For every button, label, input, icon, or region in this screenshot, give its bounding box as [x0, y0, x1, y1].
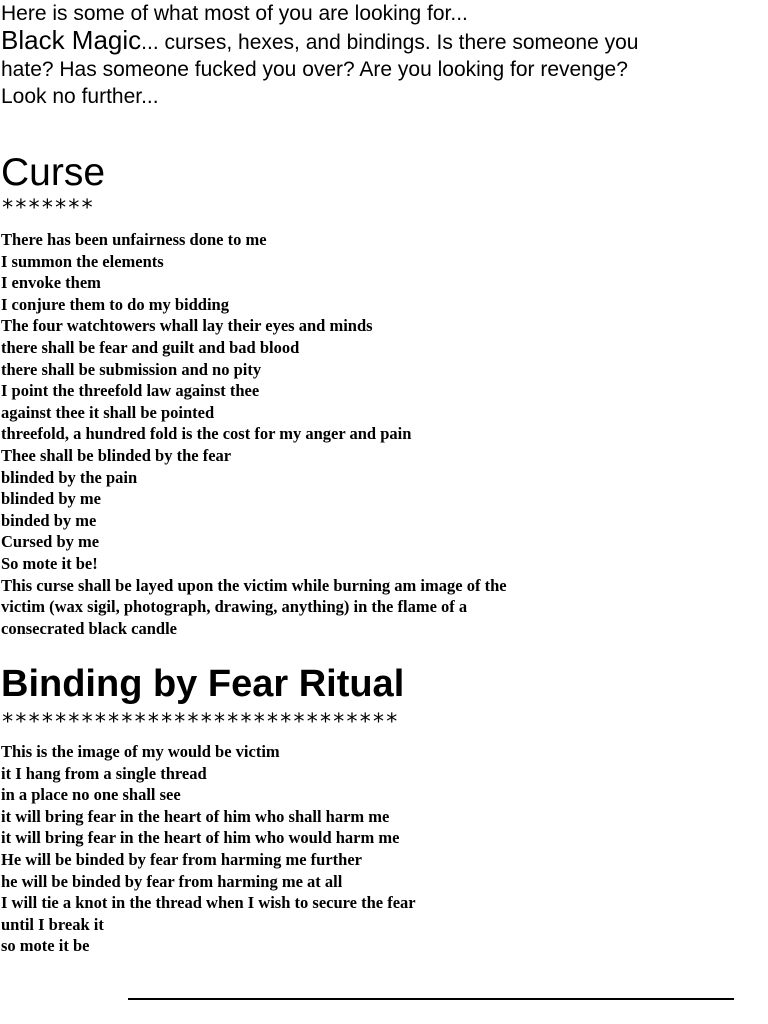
curse-line: I point the threefold law against thee	[1, 381, 260, 401]
intro-line-1: Here is some of what most of you are looking for...	[1, 2, 468, 25]
curse-line: There has been unfairness done to me	[1, 230, 267, 249]
intro-line-2	[1, 27, 751, 56]
curse-heading: Curse	[1, 151, 106, 194]
intro-line-3: hate? Has someone fucked you over? Are you looking for revenge?	[1, 58, 628, 81]
binding-stars-divider: ******************************	[1, 710, 399, 735]
curse-line: victim (wax sigil, photograph, drawing, anything) in the flame of a	[1, 597, 468, 617]
curse-line: I envoke them	[1, 273, 101, 293]
curse-line: So mote it be!	[1, 553, 98, 573]
binding-line: I will tie a knot in the thread when I wish to secure the fear	[1, 893, 416, 913]
curse-line: The four watchtowers whall lay their eyes and minds	[1, 316, 373, 336]
binding-text	[1, 741, 761, 957]
curse-line: blinded by the pain	[1, 467, 138, 487]
binding-line: it will bring fear in the heart of him who would harm me	[1, 828, 400, 848]
intro-line-4: Look no further...	[1, 85, 159, 108]
curse-line: Thee shall be blinded by the fear	[1, 445, 232, 465]
binding-line: so mote it be	[1, 936, 90, 956]
curse-stars-divider: *******	[1, 196, 94, 221]
binding-line: it will bring fear in the heart of him who shall harm me	[1, 806, 390, 826]
curse-line: blinded by me	[1, 489, 101, 509]
intro-paragraph	[1, 0, 751, 110]
curse-line: I conjure them to do my bidding	[1, 294, 229, 314]
binding-line: in a place no one shall see	[1, 785, 181, 805]
curse-text	[1, 229, 761, 639]
binding-line: He will be binded by fear from harming me further	[1, 849, 362, 869]
intro-line-2-rest: ... curses, hexes, and bindings. Is there someone you	[141, 31, 639, 54]
curse-line: binded by me	[1, 510, 97, 530]
curse-line: there shall be submission and no pity	[1, 359, 262, 379]
binding-heading: Binding by Fear Ritual	[1, 663, 405, 705]
curse-line: threefold, a hundred fold is the cost for my anger and pain	[1, 424, 412, 444]
curse-line: I summon the elements	[1, 251, 164, 271]
intro-black-magic: Black Magic	[1, 25, 142, 55]
curse-line: Cursed by me	[1, 532, 100, 552]
binding-line: it I hang from a single thread	[1, 763, 207, 783]
footer-rule	[128, 998, 734, 1000]
binding-line: This is the image of my would be victim	[1, 742, 280, 761]
curse-line: there shall be fear and guilt and bad blood	[1, 337, 300, 357]
curse-line: This curse shall be layed upon the victim while burning am image of the	[1, 575, 507, 595]
curse-line: consecrated black candle	[1, 618, 177, 638]
binding-line: he will be binded by fear from harming me at all	[1, 871, 343, 891]
curse-line: against thee it shall be pointed	[1, 402, 215, 422]
binding-line: until I break it	[1, 914, 104, 934]
